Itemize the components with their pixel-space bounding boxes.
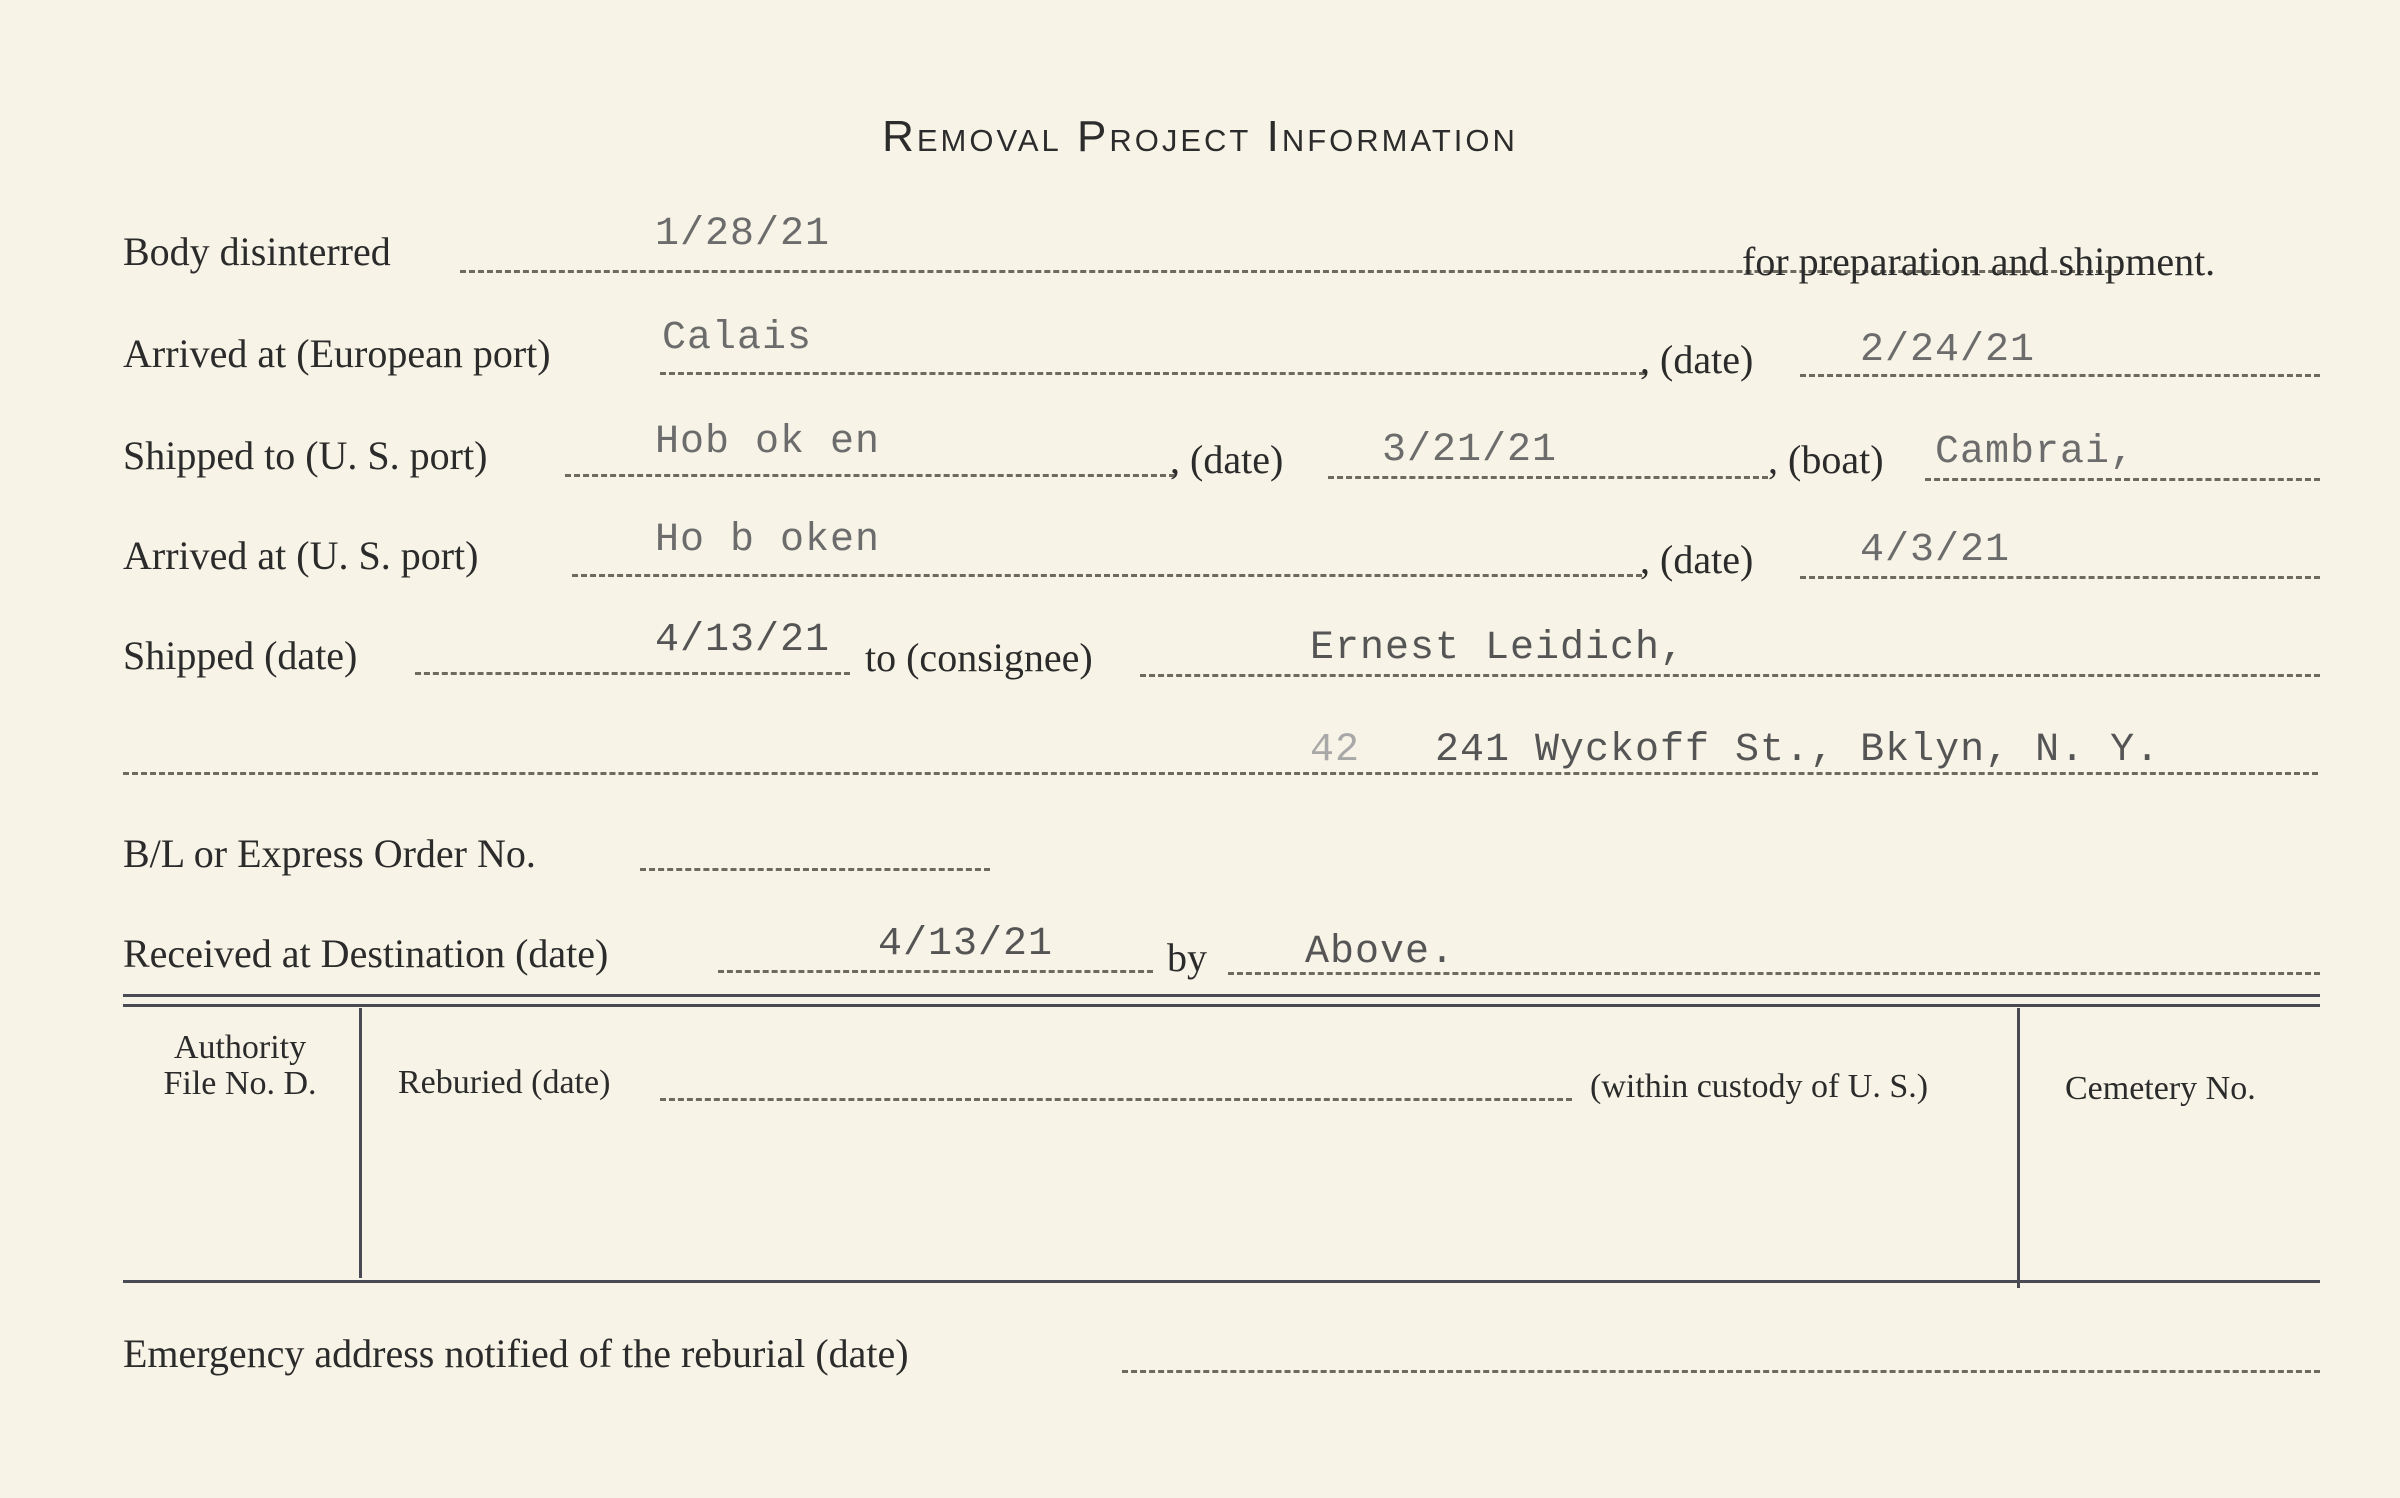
value-address: 241 Wyckoff St., Bklyn, N. Y.: [1435, 728, 2161, 773]
european-port-line: [660, 372, 1645, 375]
label-arrived-date: , (date): [1640, 537, 1754, 582]
label-boat: , (boat): [1768, 437, 1884, 482]
label-to-consignee: to (consignee): [865, 635, 1093, 680]
value-address-prefix: 42: [1310, 728, 1361, 773]
european-date-line: [1800, 374, 2320, 377]
bottom-rule: [123, 1280, 2320, 1283]
top-rule-1: [123, 994, 2320, 997]
value-european-port: Calais: [662, 316, 813, 361]
value-shipped-date-1: 3/21/21: [1382, 428, 1558, 473]
label-shipped-date-consignee: Shipped (date): [123, 633, 358, 678]
arrived-date-line: [1800, 576, 2320, 579]
label-arrived-european-port: Arrived at (European port): [123, 331, 551, 376]
top-rule-2: [123, 1004, 2320, 1007]
value-received-by: Above.: [1305, 930, 1456, 975]
reburied-line: [660, 1098, 1572, 1101]
value-body-disinterred: 1/28/21: [655, 212, 831, 257]
value-shipped-date: 4/13/21: [655, 618, 831, 663]
value-consignee: Ernest Leidich,: [1310, 626, 1686, 671]
label-within-custody: (within custody of U. S.): [1590, 1068, 1929, 1105]
label-shipped-to-us-port: Shipped to (U. S. port): [123, 433, 488, 478]
boat-line: [1925, 478, 2320, 481]
shipped-date-line: [1328, 476, 1768, 479]
divider-right: [2017, 1008, 2020, 1288]
label-arrived-us-port: Arrived at (U. S. port): [123, 533, 479, 578]
value-received-date: 4/13/21: [878, 922, 1054, 967]
label-european-date: , (date): [1640, 337, 1754, 382]
shipped-to-line: [565, 474, 1175, 477]
divider-left: [359, 1008, 362, 1278]
label-by: by: [1167, 935, 1207, 980]
label-for-preparation: for preparation and shipment.: [1742, 239, 2216, 284]
label-reburied: Reburied (date): [398, 1064, 611, 1101]
arrived-us-port-line: [572, 574, 1642, 577]
page-title: Removal Project Information: [882, 112, 1518, 161]
received-date-line: [718, 970, 1153, 973]
label-bl-order: B/L or Express Order No.: [123, 831, 536, 876]
value-european-date: 2/24/21: [1860, 328, 2036, 373]
value-us-port-shipped: Hob ok en: [655, 420, 881, 465]
label-shipped-date: , (date): [1170, 437, 1284, 482]
label-cemetery-no: Cemetery No.: [2065, 1070, 2256, 1107]
shipped-date-row-line: [415, 672, 850, 675]
authority-file-cell: [135, 1030, 345, 1102]
label-received-destination: Received at Destination (date): [123, 931, 609, 976]
value-boat: Cambrai,: [1935, 430, 2136, 475]
emergency-line: [1122, 1370, 2320, 1373]
label-authority: Authority: [173, 1029, 307, 1066]
value-us-port-arrived: Ho b oken: [655, 518, 881, 563]
value-arrived-date: 4/3/21: [1860, 528, 2011, 573]
label-file-no: File No. D.: [163, 1065, 317, 1102]
label-body-disinterred: Body disinterred: [123, 229, 391, 274]
consignee-line: [1140, 674, 2320, 677]
bl-order-line: [640, 868, 990, 871]
label-emergency-address: Emergency address notified of the reburial (date): [123, 1331, 909, 1376]
